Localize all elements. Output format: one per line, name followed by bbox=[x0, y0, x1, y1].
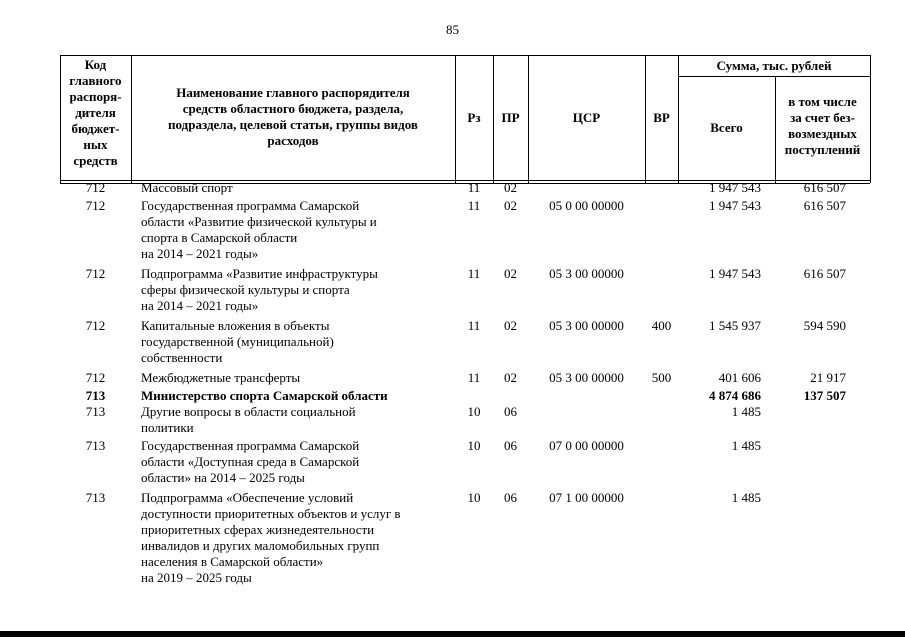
row-total: 1 485 bbox=[731, 404, 761, 419]
row-name bbox=[141, 198, 377, 262]
row-name bbox=[141, 404, 356, 436]
row-name bbox=[141, 438, 359, 486]
header-pr: ПР bbox=[501, 110, 520, 125]
row-name-line: доступности приоритетных объектов и услуг в bbox=[141, 506, 401, 521]
row-name bbox=[141, 266, 378, 314]
row-csr: 05 3 00 00000 bbox=[549, 370, 624, 385]
header-total: Всего bbox=[710, 120, 743, 135]
row-pr: 06 bbox=[504, 438, 517, 453]
row-code: 712 bbox=[85, 198, 106, 213]
row-total: 1 485 bbox=[731, 490, 761, 505]
row-rz: 11 bbox=[467, 318, 481, 333]
row-pr: 02 bbox=[504, 370, 517, 385]
row-name-line: Другие вопросы в области социальной bbox=[141, 404, 356, 419]
row-name-line: на 2014 – 2021 годы» bbox=[141, 246, 259, 261]
header-code bbox=[60, 57, 131, 169]
row-name bbox=[141, 388, 388, 404]
row-name-line: спорта в Самарской области bbox=[141, 230, 298, 245]
row-rz: 10 bbox=[467, 490, 481, 505]
row-code: 713 bbox=[85, 404, 106, 419]
header-incl-line: возмездных bbox=[788, 126, 857, 141]
row-incl: 594 590 bbox=[803, 318, 846, 333]
header-incl-line: в том числе bbox=[788, 94, 857, 109]
row-rz: 10 bbox=[467, 438, 481, 453]
row-code: 713 bbox=[85, 388, 106, 403]
header-rz: Рз bbox=[467, 110, 481, 125]
row-total: 1 545 937 bbox=[709, 318, 761, 333]
row-total: 4 874 686 bbox=[709, 388, 761, 403]
header-incl-line: поступлений bbox=[784, 142, 861, 157]
row-pr: 06 bbox=[504, 490, 517, 505]
row-name bbox=[141, 180, 233, 196]
bottom-border-bar bbox=[0, 631, 905, 637]
row-total: 1 947 543 bbox=[709, 180, 761, 195]
header-name-line: расходов bbox=[267, 133, 319, 148]
row-name-line: области «Развитие физической культуры и bbox=[141, 214, 377, 229]
row-total: 401 606 bbox=[718, 370, 761, 385]
row-name-line: приоритетных сферах жизнедеятельности bbox=[141, 522, 375, 537]
row-name-line: населения в Самарской области» bbox=[141, 554, 324, 569]
row-name-line: сферы физической культуры и спорта bbox=[141, 282, 350, 297]
row-code: 712 bbox=[85, 266, 106, 281]
row-name-line: Массовый спорт bbox=[141, 180, 233, 195]
row-vr: 500 bbox=[651, 370, 672, 385]
row-incl: 21 917 bbox=[810, 370, 846, 385]
row-csr: 05 0 00 00000 bbox=[549, 198, 624, 213]
page-number: 85 bbox=[446, 22, 459, 37]
header-incl-line: за счет без- bbox=[790, 110, 855, 125]
row-name-line: Государственная программа Самарской bbox=[141, 198, 360, 213]
header-code-line: средств bbox=[73, 153, 118, 168]
header-name-line: Наименование главного распорядителя bbox=[176, 85, 410, 100]
row-total: 1 947 543 bbox=[709, 198, 761, 213]
row-code: 713 bbox=[85, 490, 106, 505]
header-vr: ВР bbox=[653, 110, 670, 125]
row-csr: 05 3 00 00000 bbox=[549, 318, 624, 333]
row-rz: 11 bbox=[467, 198, 481, 213]
row-name-line: Подпрограмма «Развитие инфраструктуры bbox=[141, 266, 378, 281]
row-total: 1 947 543 bbox=[709, 266, 761, 281]
column-divider bbox=[678, 55, 679, 183]
row-incl: 616 507 bbox=[803, 198, 846, 213]
row-pr: 02 bbox=[504, 266, 517, 281]
row-pr: 02 bbox=[504, 318, 517, 333]
row-name-line: на 2019 – 2025 годы bbox=[141, 570, 252, 585]
header-code-line: Код bbox=[84, 57, 107, 72]
header-name-line: средств областного бюджета, раздела, bbox=[182, 101, 404, 116]
header-code-line: главного bbox=[69, 73, 122, 88]
row-name-line: политики bbox=[141, 420, 194, 435]
row-name-line: собственности bbox=[141, 350, 223, 365]
row-name-line: государственной (муниципальной) bbox=[141, 334, 334, 349]
header-code-line: бюджет- bbox=[71, 121, 120, 136]
row-total: 1 485 bbox=[731, 438, 761, 453]
row-pr: 02 bbox=[504, 198, 517, 213]
header-code-line: дителя bbox=[75, 105, 116, 120]
row-pr: 02 bbox=[504, 180, 517, 195]
row-csr: 07 0 00 00000 bbox=[549, 438, 624, 453]
row-rz: 11 bbox=[467, 266, 481, 281]
row-name-line: Министерство спорта Самарской области bbox=[141, 388, 388, 403]
row-code: 712 bbox=[85, 370, 106, 385]
row-csr: 07 1 00 00000 bbox=[549, 490, 624, 505]
header-csr: ЦСР bbox=[572, 110, 601, 125]
row-code: 712 bbox=[85, 318, 106, 333]
row-name-line: Капитальные вложения в объекты bbox=[141, 318, 330, 333]
row-name-line: инвалидов и других маломобильных групп bbox=[141, 538, 380, 553]
row-name-line: Межбюджетные трансферты bbox=[141, 370, 301, 385]
row-pr: 06 bbox=[504, 404, 517, 419]
header-name-line: подраздела, целевой статьи, группы видов bbox=[168, 117, 418, 132]
row-rz: 10 bbox=[467, 404, 481, 419]
header-incl bbox=[775, 94, 870, 158]
table-top-border bbox=[60, 55, 870, 56]
row-code: 713 bbox=[85, 438, 106, 453]
row-vr: 400 bbox=[651, 318, 672, 333]
row-name-line: области «Доступная среда в Самарской bbox=[141, 454, 360, 469]
row-incl: 616 507 bbox=[803, 266, 846, 281]
row-name-line: области» на 2014 – 2025 годы bbox=[141, 470, 305, 485]
row-code: 712 bbox=[85, 180, 106, 195]
row-name-line: на 2014 – 2021 годы» bbox=[141, 298, 259, 313]
row-name bbox=[141, 318, 334, 366]
row-name-line: Подпрограмма «Обеспечение условий bbox=[141, 490, 354, 505]
header-code-line: распоря- bbox=[69, 89, 122, 104]
row-incl: 616 507 bbox=[803, 180, 846, 195]
row-name bbox=[141, 370, 300, 386]
header-code-line: ных bbox=[83, 137, 108, 152]
header-name bbox=[131, 85, 455, 149]
row-csr: 05 3 00 00000 bbox=[549, 266, 624, 281]
row-incl: 137 507 bbox=[803, 388, 846, 403]
row-rz: 11 bbox=[467, 370, 481, 385]
row-name-line: Государственная программа Самарской bbox=[141, 438, 360, 453]
row-rz: 11 bbox=[467, 180, 481, 195]
sum-subheader-border bbox=[678, 76, 870, 77]
row-name bbox=[141, 490, 401, 586]
header-sum: Сумма, тыс. рублей bbox=[716, 58, 832, 73]
column-divider bbox=[870, 55, 871, 183]
